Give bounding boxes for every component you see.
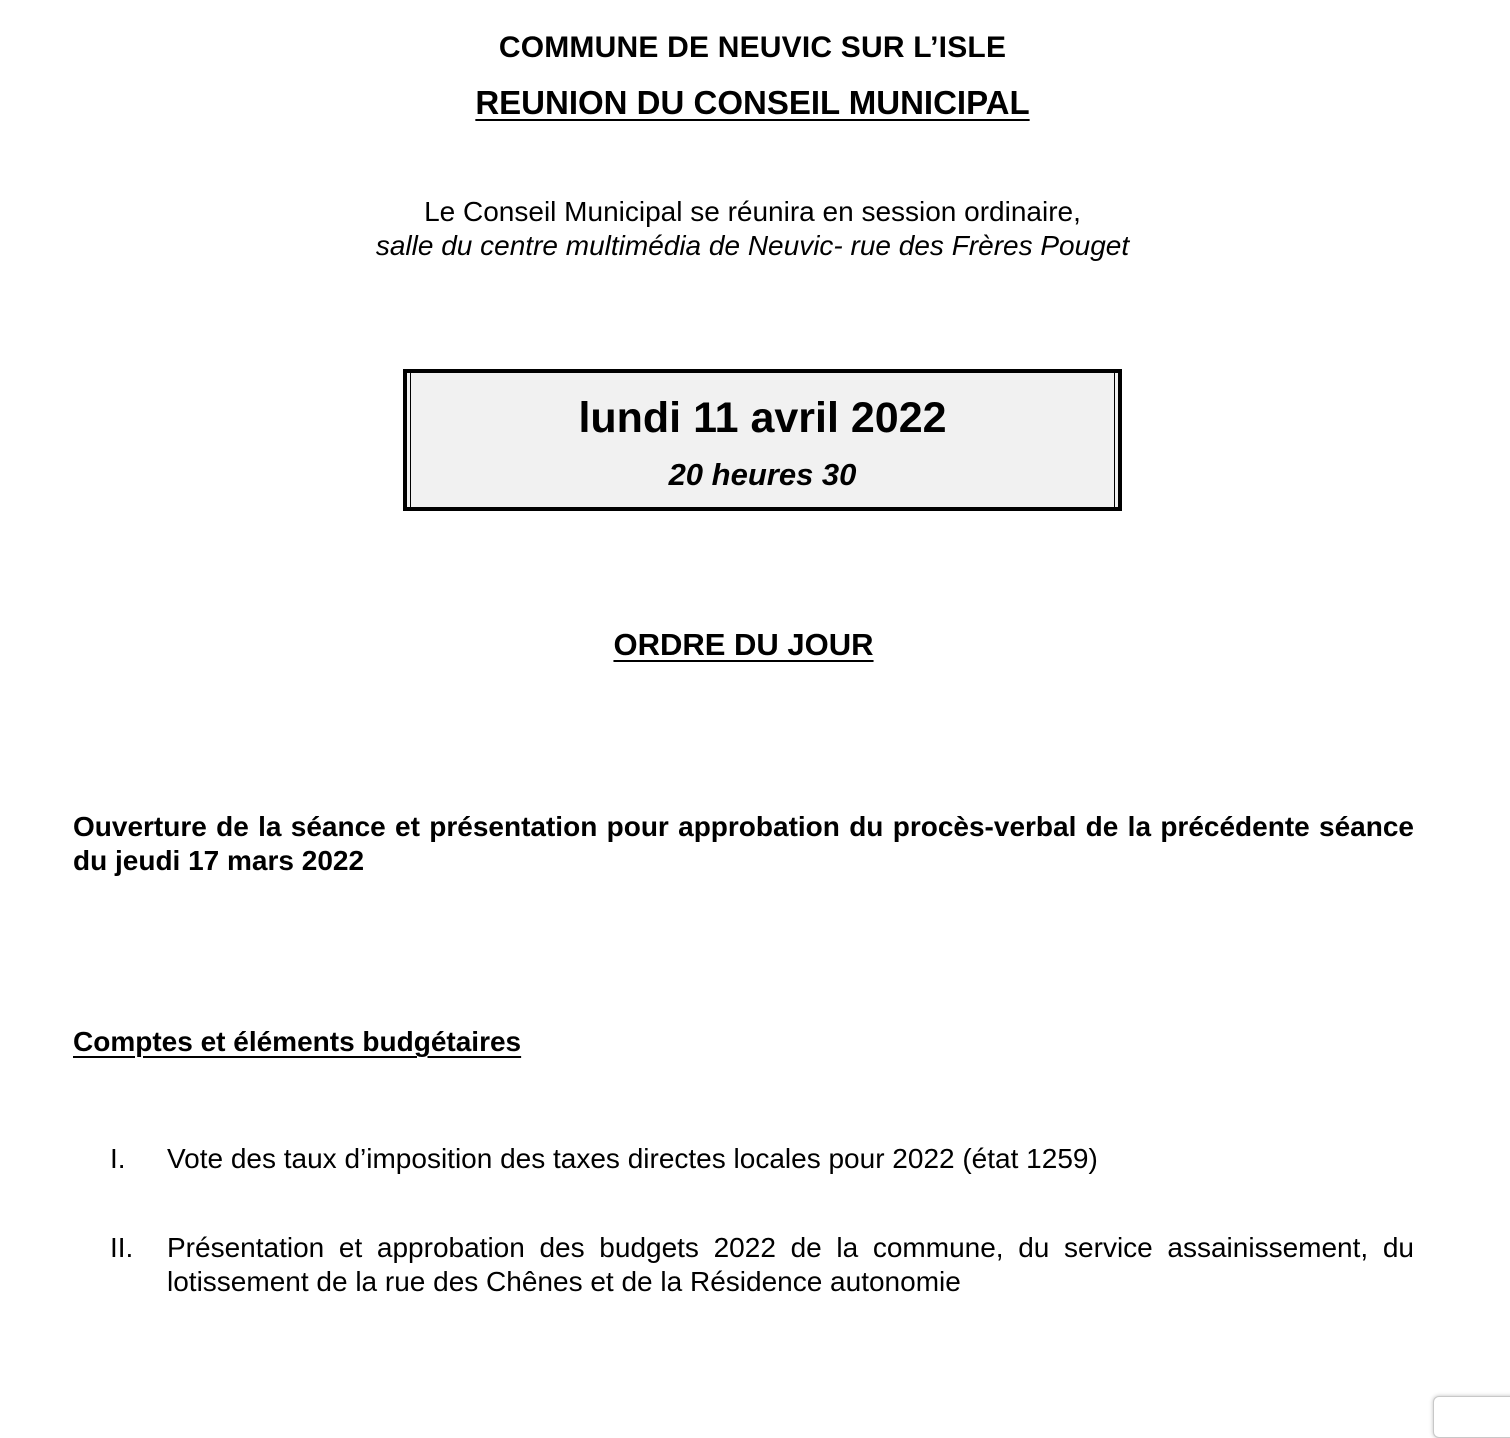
agenda-item-text: Vote des taux d’imposition des taxes directes locales pour 2022 (état 1259) bbox=[167, 1143, 1098, 1174]
meeting-date: lundi 11 avril 2022 bbox=[578, 394, 947, 442]
agenda-item-number: II. bbox=[110, 1232, 134, 1263]
agenda-item bbox=[110, 1142, 1414, 1176]
commune-title: COMMUNE DE NEUVIC SUR L’ISLE bbox=[498, 31, 1007, 64]
agenda-item-text: Présentation et approbation des budgets 2022 de la commune, du service assainissement, du lotissement de la rue des Chênes et de la Résidence autonomie bbox=[167, 1232, 1414, 1297]
floating-widget-button[interactable] bbox=[1433, 1396, 1510, 1438]
meeting-time: 20 heures 30 bbox=[668, 457, 857, 492]
session-notice: Le Conseil Municipal se réunira en session ordinaire, bbox=[424, 196, 1081, 227]
agenda-item bbox=[110, 1231, 1414, 1299]
opening-item: Ouverture de la séance et présentation pour approbation du procès-verbal de la précédente séance du jeudi 17 mars 2022 bbox=[73, 811, 1414, 876]
meeting-date-box bbox=[403, 369, 1122, 511]
agenda-title: ORDRE DU JOUR bbox=[613, 627, 874, 662]
meeting-title: REUNION DU CONSEIL MUNICIPAL bbox=[475, 84, 1030, 121]
meeting-location: salle du centre multimédia de Neuvic- rue des Frères Pouget bbox=[375, 230, 1130, 261]
agenda-item-number: I. bbox=[110, 1143, 126, 1174]
section-title-budget: Comptes et éléments budgétaires bbox=[73, 1026, 522, 1057]
